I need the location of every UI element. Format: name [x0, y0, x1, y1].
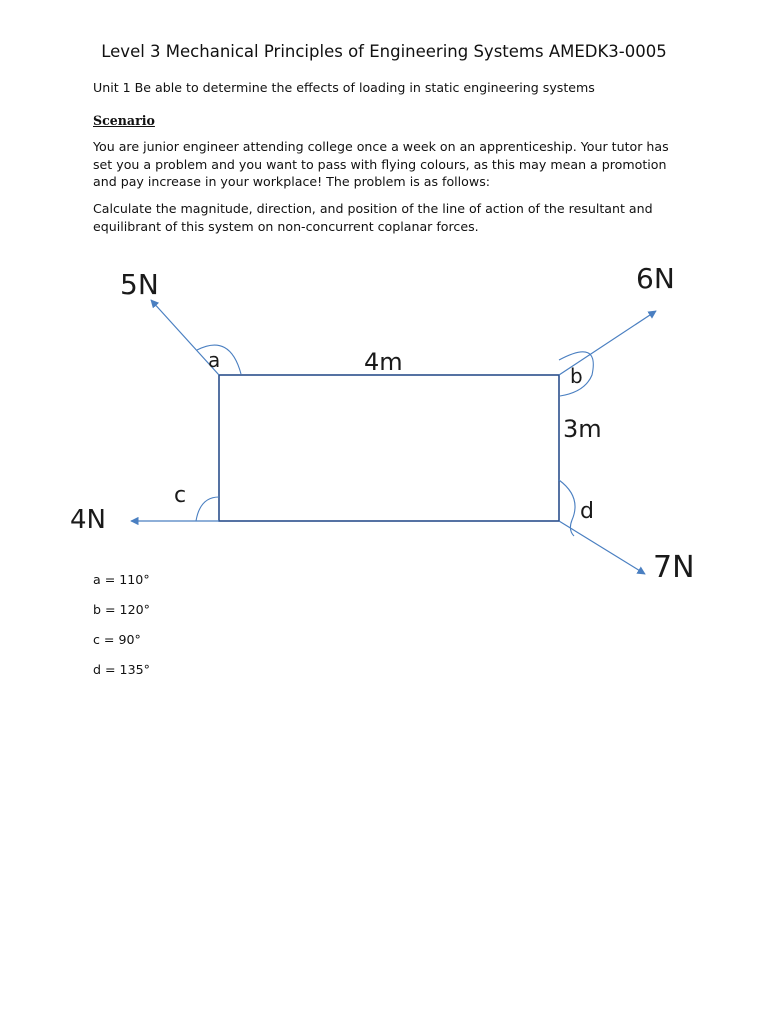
angle-arc-d [559, 480, 575, 536]
angle-label-d: d [580, 499, 594, 524]
angle-label-a: a [208, 348, 221, 372]
force-label-4n: 4N [70, 505, 106, 535]
force-label-5n: 5N [120, 268, 159, 301]
task-paragraph: Calculate the magnitude, direction, and position of the line of action of the resultant and equilibrant of this system on non-concurrent coplanar forces. [93, 201, 653, 234]
force-label-6n: 6N [636, 262, 675, 295]
document-title: Level 3 Mechanical Principles of Engineering Systems AMEDK3-0005 [101, 42, 667, 61]
dimension-width-label: 4m [364, 348, 403, 376]
angle-value-a: a = 110° [93, 572, 150, 587]
unit-line: Unit 1 Be able to determine the effects of loading in static engineering systems [93, 80, 595, 95]
angle-value-c: c = 90° [93, 632, 141, 647]
scenario-paragraph: You are junior engineer attending college once a week on an apprenticeship. Your tutor has set you a problem and you want to pass with flying colours, as this may mean a promotion and pay increase in your workplace! The problem is as follows: [93, 139, 669, 190]
angle-arc-c [196, 497, 219, 521]
angle-values-list [93, 571, 150, 691]
scenario-heading: Scenario [93, 113, 155, 128]
angle-label-c: c [174, 483, 187, 508]
dimension-height-label: 3m [563, 415, 602, 443]
force-label-7n: 7N [653, 550, 695, 585]
angle-value-b: b = 120° [93, 602, 150, 617]
angle-label-b: b [570, 364, 583, 388]
force-arrow-7n [559, 521, 645, 574]
beam-rectangle [219, 375, 559, 521]
angle-value-d: d = 135° [93, 662, 150, 677]
